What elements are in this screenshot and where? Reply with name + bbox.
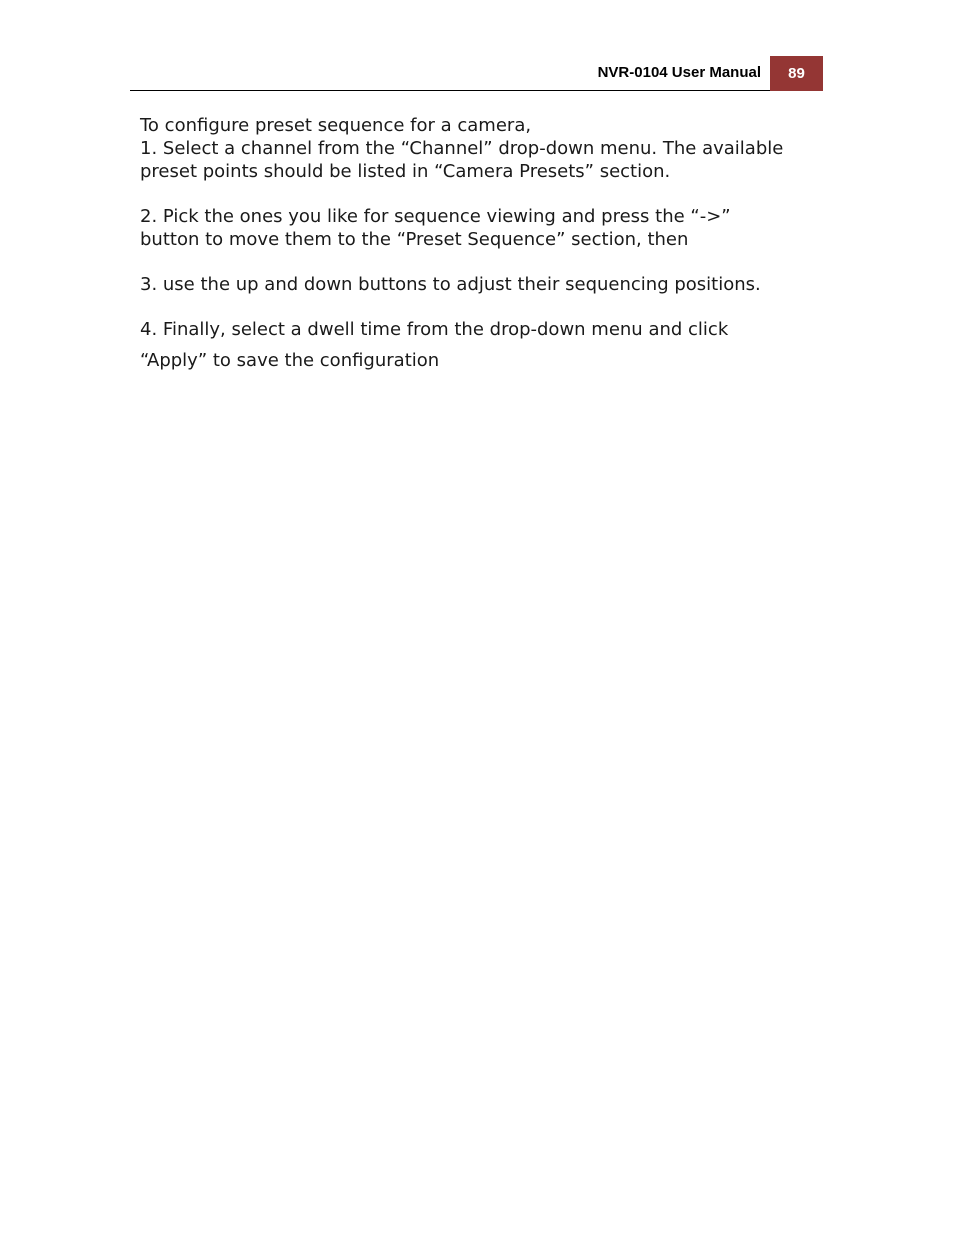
step-2-line-2: button to move them to the “Preset Sequence” section, then bbox=[140, 229, 689, 250]
header-divider bbox=[130, 90, 770, 91]
instructions-body bbox=[140, 114, 830, 372]
intro-line: To configure preset sequence for a camera, bbox=[140, 115, 532, 136]
paragraph-spacer bbox=[140, 183, 830, 205]
step-2-line-1: 2. Pick the ones you like for sequence viewing and press the “->” bbox=[140, 206, 731, 227]
paragraph-spacer bbox=[140, 296, 830, 318]
paragraph-spacer bbox=[140, 251, 830, 273]
step-4-line-2: “Apply” to save the configuration bbox=[140, 350, 440, 371]
page-number-badge: 89 bbox=[770, 56, 823, 91]
step-3-line-1: 3. use the up and down buttons to adjust their sequencing positions. bbox=[140, 274, 761, 295]
step-1-line-2: preset points should be listed in “Camera Presets” section. bbox=[140, 161, 671, 182]
step-4-line-1: 4. Finally, select a dwell time from the drop-down menu and click bbox=[140, 319, 729, 340]
running-header-title: NVR-0104 User Manual bbox=[597, 64, 761, 81]
step-1-line-1: 1. Select a channel from the “Channel” drop-down menu. The available bbox=[140, 138, 784, 159]
